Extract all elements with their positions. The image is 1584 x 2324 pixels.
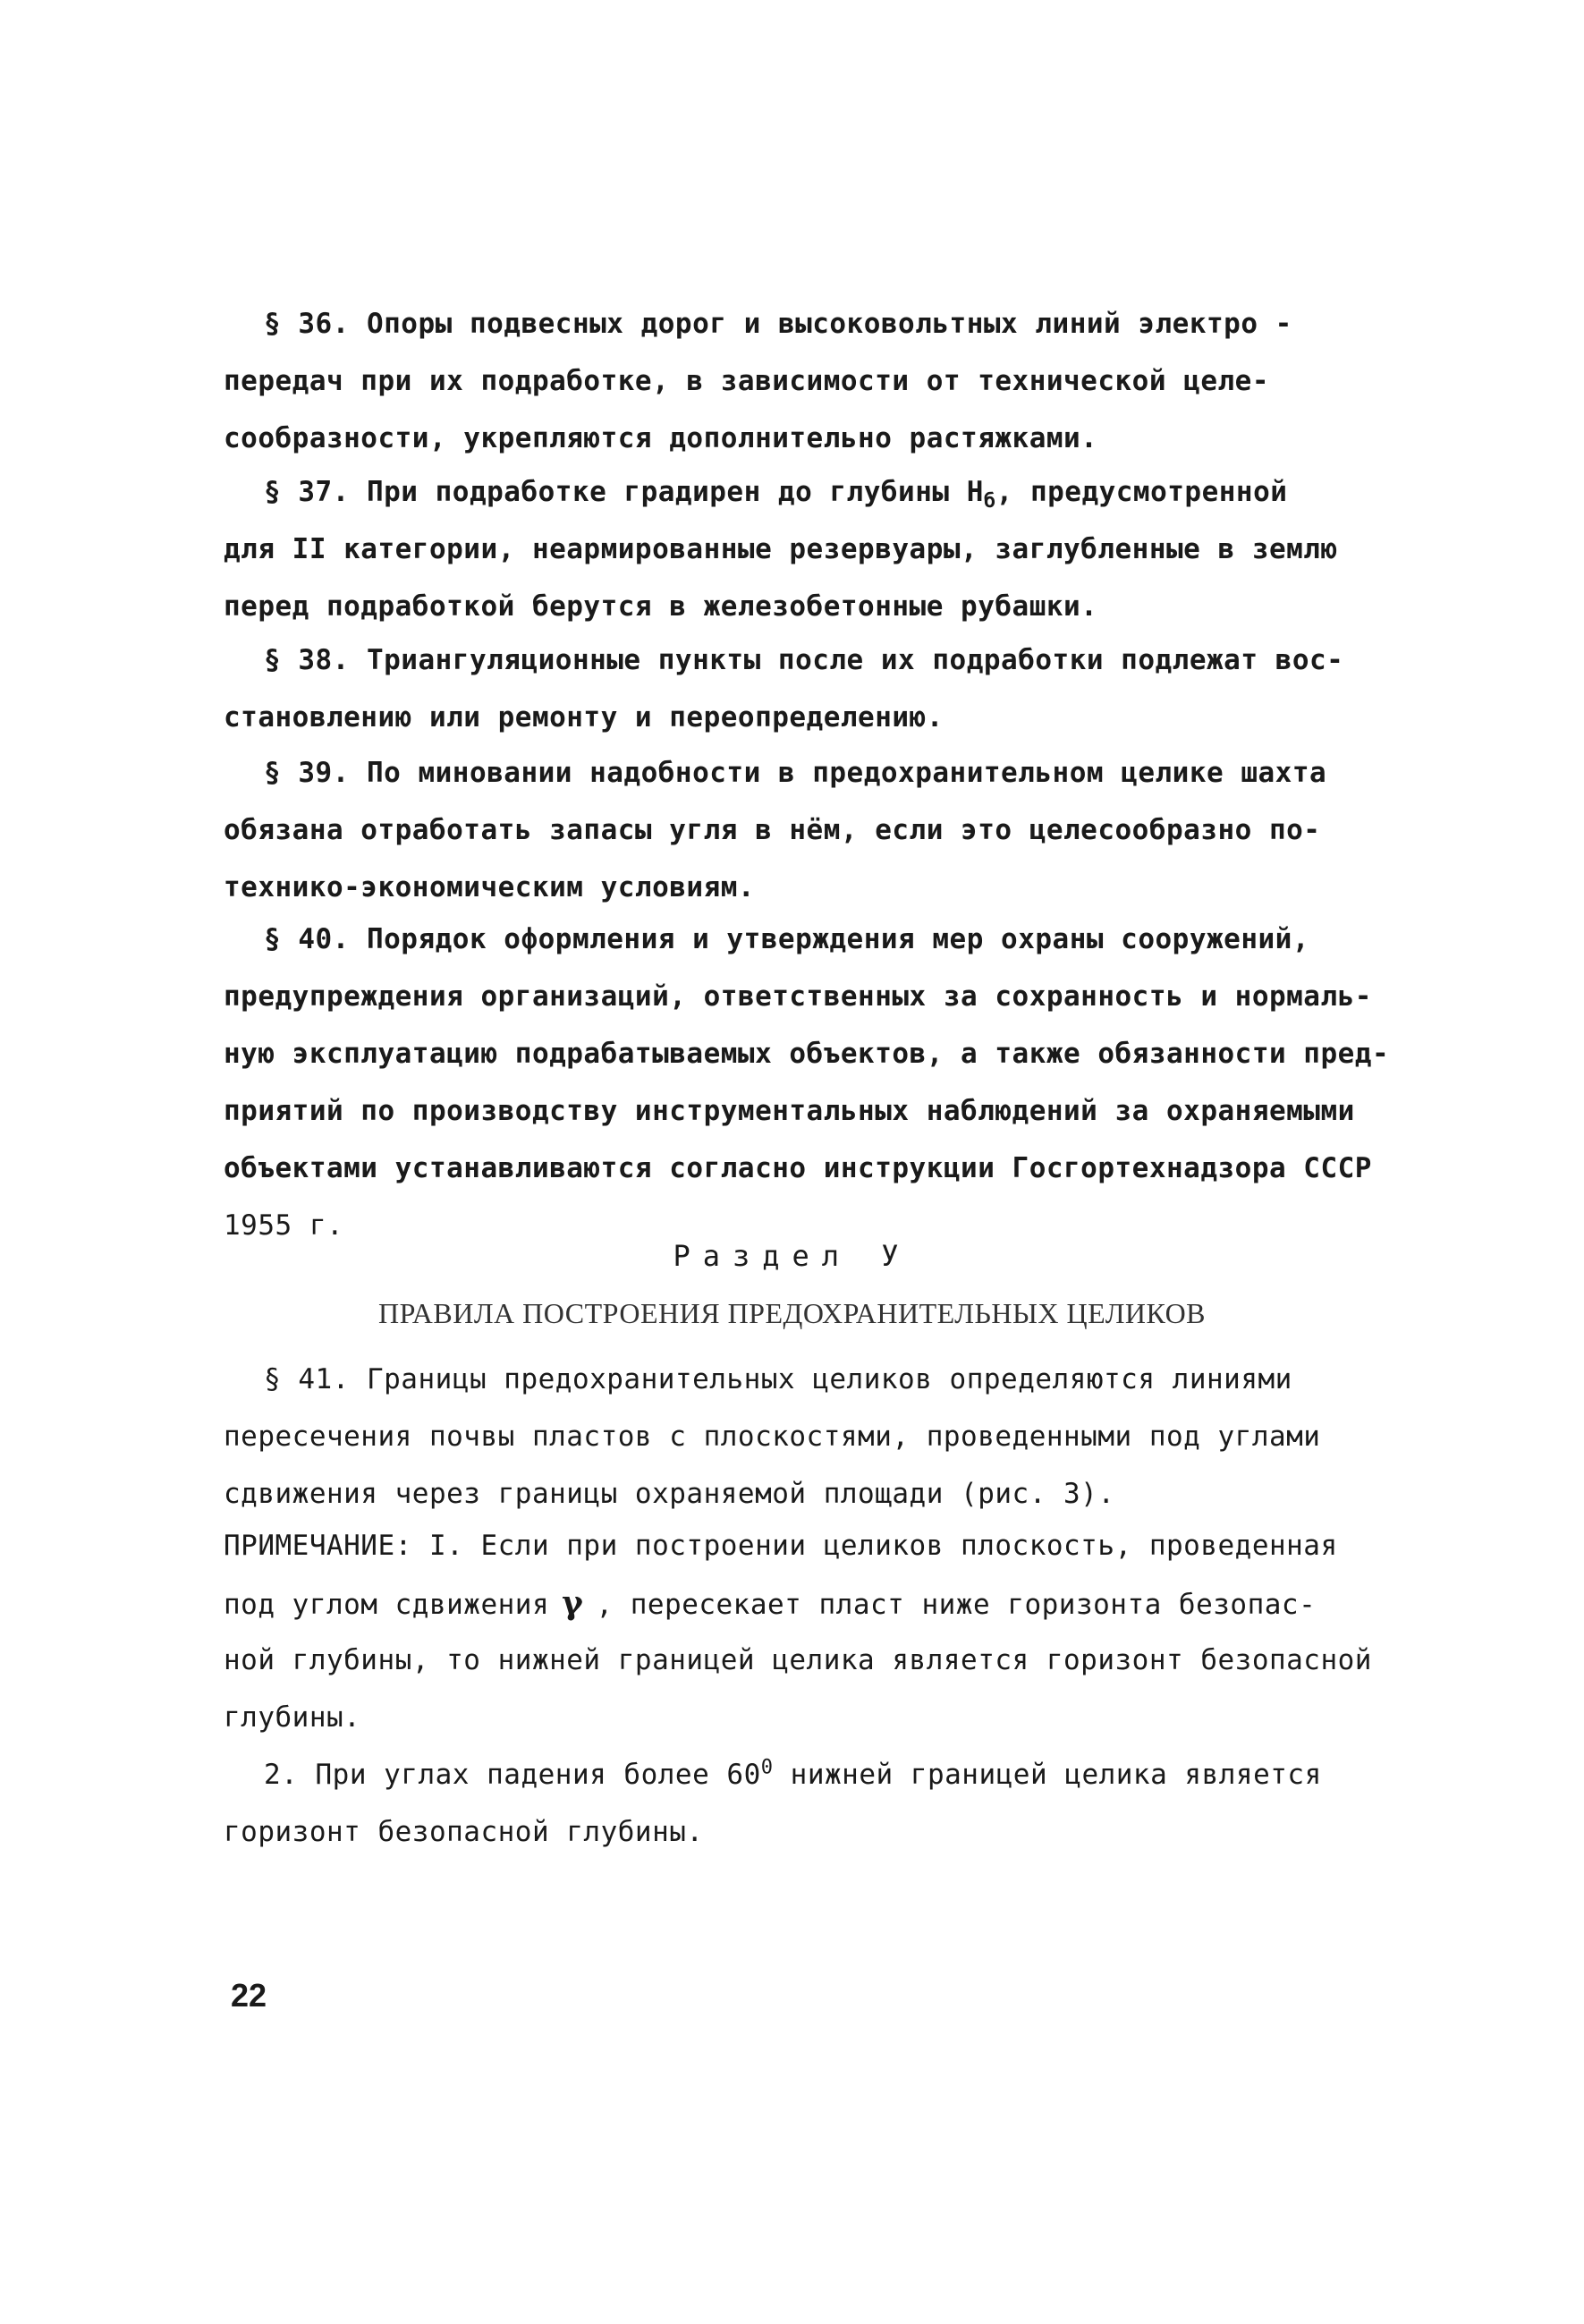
section-heading: Раздел У [673,1239,911,1273]
note-line: ной глубины, то нижней границей целика является горизонт безопасной [224,1644,1372,1676]
paragraph-line: становлению или ремонту и переопределению. [224,701,944,734]
paragraph-39 [224,744,1377,916]
paragraph-line: сдвижения через границы охраняемой площади (рис. 3). [224,1478,1115,1510]
paragraph-line: предупреждения организаций, ответственных за сохранность и нормаль- [224,980,1372,1013]
paragraph-line: пересечения почвы пластов с плоскостями, проведенными под углами [224,1421,1321,1453]
note-block [224,1517,1377,1861]
paragraph-line: 1955 г. [224,1209,344,1242]
paragraph-line: § 39. По миновании надобности в предохранительном целике шахта [264,757,1327,789]
text-fragment: § 37. При подработке градирен до глубины Н [264,476,984,508]
paragraph-37 [224,463,1377,635]
paragraph-line: ную эксплуатацию подрабатываемых объектов, а также обязанности пред- [224,1038,1390,1070]
page-number: 22 [231,1977,267,2014]
text-fragment: , пересекает пласт ниже горизонта безопас- [596,1589,1317,1621]
subscript: б [983,490,996,513]
note-line [224,1746,1377,1803]
paragraph-line: перед подработкой берутся в железобетонные рубашки. [224,590,1098,623]
paragraph-line: передач при их подработке, в зависимости от технической целе- [224,365,1269,397]
note-line: горизонт безопасной глубины. [224,1816,704,1848]
text-fragment: нижней границей целика является [773,1759,1322,1791]
gamma-symbol: γ [562,1584,584,1622]
paragraph-line: для II категории, неармированные резервуары, заглубленные в землю [224,533,1338,565]
paragraph-line: приятий по производству инструментальных наблюдений за охраняемыми [224,1095,1355,1127]
note-line [224,1574,1377,1632]
paragraph-line: § 40. Порядок оформления и утверждения мер охраны сооружений, [264,923,1309,955]
text-fragment: под углом сдвижения [224,1589,550,1621]
paragraph-40 [224,911,1390,1254]
paragraph-line: § 41. Границы предохранительных целиков определяются линиями [264,1363,1292,1395]
paragraph-38 [224,632,1377,746]
note-line: ПРИМЕЧАНИЕ: I. Если при построении целиков плоскость, проведенная [224,1530,1338,1562]
paragraph-36 [224,295,1377,467]
note-line: глубины. [224,1701,361,1734]
paragraph-41 [224,1351,1377,1522]
text-fragment: 2. При углах падения более 60 [264,1759,761,1791]
section-title: ПРАВИЛА ПОСТРОЕНИЯ ПРЕДОХРАНИТЕЛЬНЫХ ЦЕЛИКОВ [377,1297,1207,1329]
degree-superscript: 0 [760,1756,774,1779]
text-fragment: , предусмотренной [995,476,1288,508]
paragraph-line [224,463,1377,521]
paragraph-line: обязана отработать запасы угля в нём, если это целесообразно по- [224,814,1321,846]
paragraph-line: § 38. Триангуляционные пункты после их подработки подлежат вос- [264,644,1344,676]
paragraph-line: технико-экономическим условиям. [224,871,756,903]
paragraph-line: сообразности, укрепляются дополнительно растяжками. [224,422,1098,454]
paragraph-line: § 36. Опоры подвесных дорог и высоковольтных линий электро - [264,308,1292,340]
paragraph-line: объектами устанавливаются согласно инструкции Госгортехнадзора СССР [224,1152,1372,1184]
